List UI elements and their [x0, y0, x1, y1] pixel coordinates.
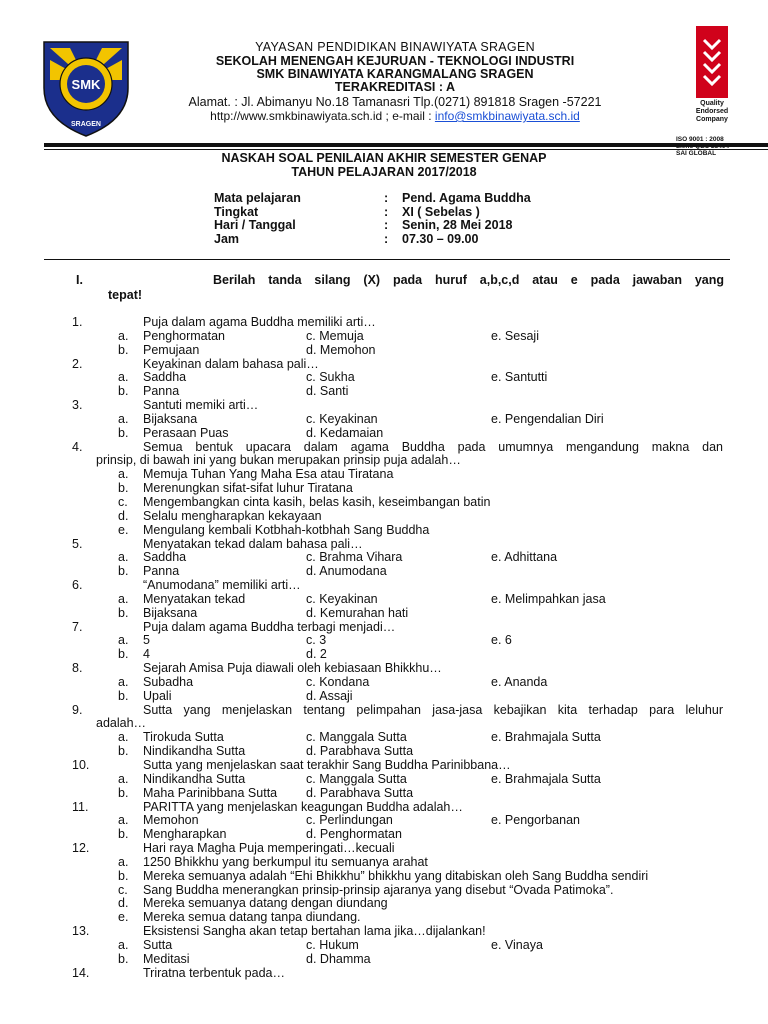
question-line — [0, 925, 768, 939]
answer-text: Vinaya — [504, 937, 543, 952]
question-line — [0, 621, 768, 635]
instruction-line-2: tepat! — [108, 288, 143, 302]
answer-row — [0, 787, 768, 801]
answer-row — [0, 371, 768, 385]
answer-row — [0, 385, 768, 399]
answer-row — [0, 344, 768, 358]
answer-letter: e. — [491, 730, 502, 745]
question-line — [0, 358, 768, 372]
answer-option: Menyatakan tekad — [143, 591, 246, 606]
answer-letter: c. — [306, 771, 316, 786]
answer-option: Pemujaan — [143, 342, 200, 357]
answer-option — [491, 634, 512, 648]
answer-option: 4 — [143, 647, 150, 662]
answer-row — [0, 482, 768, 496]
answer-text: Keyakinan — [319, 411, 378, 426]
question-text-continued: adalah… — [96, 716, 147, 731]
accreditation: TERAKREDITASI : A — [334, 80, 456, 94]
section-number: I. — [76, 273, 83, 287]
answer-text: Memohon — [319, 342, 376, 357]
question-number: 12. — [72, 841, 90, 856]
answer-letter: b. — [118, 564, 129, 579]
answer-option: Mengembangkan cinta kasih, belas kasih, keseimbangan batin — [143, 494, 491, 509]
answer-letter: e. — [491, 937, 502, 952]
answer-row — [0, 593, 768, 607]
question-list — [0, 316, 768, 981]
answer-option: Memuja Tuhan Yang Maha Esa atau Tiratana — [143, 467, 394, 482]
answer-row — [0, 897, 768, 911]
question-line — [0, 579, 768, 593]
answer-option: Upali — [143, 688, 172, 703]
answer-text: Brahmajala Sutta — [504, 730, 601, 745]
answer-option — [306, 344, 376, 358]
email-link[interactable]: info@smkbinawiyata.sch.id — [434, 109, 580, 123]
answer-text: Manggala Sutta — [319, 771, 407, 786]
answer-row — [0, 524, 768, 538]
answer-text: Hukum — [319, 937, 359, 952]
answer-letter: c. — [306, 937, 316, 952]
answer-option: Nindikandha Sutta — [143, 744, 246, 759]
answer-letter: d. — [306, 342, 317, 357]
answer-option — [491, 773, 601, 787]
answer-letter: a. — [118, 730, 129, 745]
answer-option: 5 — [143, 633, 150, 648]
answer-option: Mengharapkan — [143, 827, 227, 842]
answer-option: Mereka semuanya datang dengan diundang — [143, 896, 388, 911]
answer-option — [306, 953, 371, 967]
answer-text: Ananda — [504, 674, 548, 689]
answer-letter: b. — [118, 425, 129, 440]
answer-text: Santutti — [504, 370, 548, 385]
answer-text: Assaji — [319, 688, 353, 703]
answer-option: Meditasi — [143, 951, 190, 966]
answer-letter: b. — [118, 342, 129, 357]
answer-letter: e. — [491, 370, 502, 385]
answer-row — [0, 676, 768, 690]
answer-row — [0, 648, 768, 662]
question-number: 9. — [72, 702, 83, 717]
question-number: 3. — [72, 398, 83, 413]
answer-letter: b. — [118, 384, 129, 399]
answer-text: Sesaji — [504, 328, 539, 343]
answer-option: Bijaksana — [143, 605, 198, 620]
answer-letter: c. — [306, 730, 316, 745]
answer-row — [0, 690, 768, 704]
answer-row — [0, 551, 768, 565]
answer-letter: e. — [491, 771, 502, 786]
answer-option — [491, 814, 580, 828]
exam-page: SMK SRAGEN Quality Endorsed Company ISO 9001 : 2008 SAI GLOBAL YAYASAN PENDIDIKAN BINAWIYATA SRAGEN SEKOLAH MENENGAH KEJURUAN - TEKNOLOGI INDUSTRI SMK BINAWIYATA KARANGMALANG SRAGEN TERAKREDITASI : A Alamat. : Jl. Abimanyu No.18 Tamanasri Tlp.(0271) 891818 Sragen -57221 http://www.smkbinawiyata.sch.id ; e-mail : info@smkbinawiyata.sch.id NASKAH SOAL PENILAIAN AKHIR SEMESTER GENAP TAHUN PELAJARAN 2017/2018 Mata pelajaran : Pend. Agama Buddha Tingkat : XI ( Sebelas ) Hari / Tanggal : Senin, 28 Mei 2018 Jam : 07.30 – 09.00 I. Berilah tanda silang (X) pada huruf a,b,c,d atau e pada jawaban yang tepat! 1. Puja dalam agama Buddha memiliki arti… a. Penghormatan c. Memuja e. Sesaji b. Pemujaan d. Memohon 2. Keyakinan dalam bahasa pali… a. Saddha c. Sukha e. Santutti b. Panna d. Santi 3. Santuti memiki arti… a. Bijaksana c. Keyakinan e. Pengendalian Diri b. Perasaan Puas d. Kedamaian 4. Semua bentuk upacara dalam agama Buddha pada umumnya mengandung makna dan prinsip, di bawah ini yang bukan merupakan prinsip puja adalah… a. Memuja Tuhan Yang Maha Esa atau Tiratana b. Merenungkan sifat-sifat luhur Tiratana c. Mengembangkan cinta kasih, belas kasih, keseimbangan batin d. Selalu mengharapkan kekayaan e. Mengulang kembali Kotbhah-kotbhah Sang Buddha 5. Menyatakan tekad dalam bahasa pali… a. Saddha c. Brahma Vihara e. Adhittana b. Panna d. Anumodana 6. “Anumodana” memiliki arti… a. Menyatakan tekad c. Keyakinan e. Melimpahkan jasa b. Bijaksana d. Kemurahan hati 7. Puja dalam agama Buddha terbagi menjadi… a. 5 c. 3 e. 6 b. 4 d. 2 8. Sejarah Amisa Puja diawali oleh kebiasaan Bhikkhu… a. Subadha c. Kondana e. Ananda b. Upali d. Assaji 9. Sutta yang menjelaskan tentang pelimpahan jasa-jasa kebajikan kita terhadap para leluhur adalah… a. Tirokuda Sutta c. Manggala Sutta e. Brahmajala Sutta b. Nindikandha Sutta d. Parabhava Sutta 10. Sutta yang menjelaskan saat terakhir Sang Buddha Parinibbana… a. Nindikandha Sutta c. Manggala Sutta e. Brahmajala Sutta b. Maha Parinibbana Sutta d. Parabhava Sutta 11. PARITTA yang menjelaskan keagungan Buddha adalah… a. Memohon c. Perlindungan e. Pengorbanan b. Mengharapkan d. Penghormatan 12. Hari raya Magha Puja memperingati…kecuali a. 1250 Bhikkhu yang berkumpul itu semuanya arahat b. Mereka semuanya adalah “Ehi Bhikkhu” bhikkhu yang ditabiskan oleh Sang Buddha sendiri c. Sang Buddha menerangkan prinsip-prinsip ajaranya yang disebut “Ovada Patimoka”. d. Mereka semuanya datang dengan diundang e. Mereka semua datang tanpa diundang. 13. Eksistensi Sangha akan tetap bertahan lama jika…dijalankan! a. Sutta c. Hukum e. Vinaya b. Meditasi d. Dhamma 14. Triratna terbentuk pada… — [0, 0, 768, 1024]
answer-option — [491, 330, 539, 344]
instruction-line-1: Berilah tanda silang (X) pada huruf a,b,c,d atau e pada jawaban yang — [213, 273, 724, 287]
answer-letter: e. — [491, 674, 502, 689]
question-number: 4. — [72, 439, 83, 454]
question-text: Santuti memiki arti… — [143, 398, 259, 413]
school-address: Alamat. : Jl. Abimanyu No.18 Tamanasri Tlp.(0271) 891818 Sragen -57221 — [188, 95, 602, 109]
question-number: 7. — [72, 619, 83, 634]
answer-letter: d. — [306, 688, 317, 703]
answer-text: Memuja — [319, 328, 364, 343]
answer-row — [0, 413, 768, 427]
answer-letter: b. — [118, 481, 129, 496]
answer-option — [306, 814, 393, 828]
answer-option — [306, 330, 364, 344]
answer-option — [306, 648, 327, 662]
answer-row — [0, 911, 768, 925]
answer-option — [491, 551, 557, 565]
answer-letter: e. — [118, 910, 129, 925]
answer-option — [306, 413, 378, 427]
answer-letter: c. — [306, 328, 316, 343]
answer-option — [491, 939, 543, 953]
answer-letter: d. — [306, 785, 317, 800]
answer-option: Selalu mengharapkan kekayaan — [143, 508, 322, 523]
answer-row — [0, 496, 768, 510]
question-line — [0, 441, 768, 455]
answer-option: Saddha — [143, 550, 187, 565]
answer-option: 1250 Bhikkhu yang berkumpul itu semuanya arahat — [143, 854, 428, 869]
answer-option: Subadha — [143, 674, 194, 689]
question-line — [0, 717, 768, 731]
answer-option: Perasaan Puas — [143, 425, 229, 440]
question-line — [0, 538, 768, 552]
answer-row — [0, 773, 768, 787]
question-text: PARITTA yang menjelaskan keagungan Buddha adalah… — [143, 799, 463, 814]
answer-letter: d. — [306, 647, 317, 662]
question-line — [0, 316, 768, 330]
answer-row — [0, 814, 768, 828]
answer-letter: e. — [491, 591, 502, 606]
question-text: Sutta yang menjelaskan saat terakhir Sang Buddha Parinibbana… — [143, 758, 511, 772]
answer-row — [0, 565, 768, 579]
answer-letter: b. — [118, 785, 129, 800]
answer-option: Sutta — [143, 937, 173, 952]
answer-option — [306, 745, 413, 759]
answer-letter: a. — [118, 674, 129, 689]
answer-option — [306, 828, 402, 842]
answer-letter: b. — [118, 951, 129, 966]
answer-option: Panna — [143, 564, 180, 579]
answer-option: Mereka semua datang tanpa diundang. — [143, 910, 361, 925]
question-text: “Anumodana” memiliki arti… — [143, 578, 301, 593]
question-line — [0, 967, 768, 981]
answer-option: Mengulang kembali Kotbhah-kotbhah Sang Buddha — [143, 522, 430, 537]
question-line — [0, 842, 768, 856]
answer-letter: a. — [118, 813, 129, 828]
question-line — [0, 662, 768, 676]
answer-text: 2 — [319, 647, 327, 662]
answer-option: Merenungkan sifat-sifat luhur Tiratana — [143, 481, 353, 496]
answer-text: Brahmajala Sutta — [504, 771, 601, 786]
answer-option — [306, 371, 355, 385]
answer-text: Kemurahan hati — [319, 605, 409, 620]
answer-letter: c. — [306, 550, 316, 565]
question-text: Sutta yang menjelaskan tentang pelimpahan jasa-jasa kebajikan kita terhadap para leluhur — [143, 702, 723, 717]
question-text: Triratna terbentuk pada… — [143, 965, 285, 980]
header-divider-thick — [44, 143, 768, 147]
answer-text: Keyakinan — [319, 591, 378, 606]
question-line — [0, 801, 768, 815]
answer-row — [0, 427, 768, 441]
answer-option: Penghormatan — [143, 328, 226, 343]
question-number: 11. — [72, 799, 89, 814]
question-number: 13. — [72, 924, 90, 939]
answer-letter: d. — [118, 896, 129, 911]
answer-row — [0, 468, 768, 482]
answer-option: Memohon — [143, 813, 199, 828]
answer-text: Melimpahkan jasa — [504, 591, 606, 606]
answer-option: Panna — [143, 384, 180, 399]
answer-option: Maha Parinibbana Sutta — [143, 785, 278, 800]
question-text-continued: prinsip, di bawah ini yang bukan merupakan prinsip puja adalah… — [96, 453, 461, 468]
exam-year: TAHUN PELAJARAN 2017/2018 — [291, 165, 477, 179]
answer-letter: a. — [118, 328, 129, 343]
answer-letter: d. — [306, 564, 317, 579]
answer-option — [306, 634, 326, 648]
logo-city: SRAGEN — [71, 121, 101, 128]
answer-option — [306, 427, 383, 441]
answer-letter: a. — [118, 591, 129, 606]
question-number: 10. — [72, 758, 90, 772]
answer-letter: a. — [118, 854, 129, 869]
answer-text: Perlindungan — [319, 813, 393, 828]
school-name: SMK BINAWIYATA KARANGMALANG SRAGEN — [256, 67, 534, 81]
answer-option — [306, 551, 402, 565]
answer-letter: e. — [118, 522, 129, 537]
question-number: 6. — [72, 578, 83, 593]
question-text: Hari raya Magha Puja memperingati…kecuali — [143, 841, 395, 856]
answer-option: Mereka semuanya adalah “Ehi Bhikkhu” bhikkhu yang ditabiskan oleh Sang Buddha sendiri — [143, 868, 649, 883]
exam-title: NASKAH SOAL PENILAIAN AKHIR SEMESTER GENAP — [221, 151, 547, 165]
question-number: 14. — [72, 965, 90, 980]
question-number: 1. — [72, 315, 83, 329]
info-divider — [44, 259, 730, 260]
answer-row — [0, 330, 768, 344]
answer-option — [306, 773, 407, 787]
answer-letter: c. — [118, 882, 128, 897]
school-logo — [40, 38, 132, 138]
answer-text: Manggala Sutta — [319, 730, 407, 745]
answer-letter: d. — [306, 744, 317, 759]
answer-letter: e. — [491, 633, 502, 648]
quality-certification-logo: Quality Endorsed Company ISO 9001 : 2008 SAI GLOBAL — [676, 26, 748, 146]
header-divider-thin — [44, 149, 768, 150]
answer-text: Sukha — [319, 370, 355, 385]
answer-option — [306, 385, 348, 399]
answer-letter: c. — [306, 813, 316, 828]
answer-letter: b. — [118, 647, 129, 662]
answer-option — [306, 593, 378, 607]
answer-option — [306, 939, 359, 953]
answer-text: 3 — [319, 633, 327, 648]
answer-text: Dhamma — [319, 951, 371, 966]
answer-letter: b. — [118, 868, 129, 883]
question-text: Semua bentuk upacara dalam agama Buddha pada umumnya mengandung makna dan — [143, 439, 723, 454]
answer-letter: a. — [118, 771, 129, 786]
logo-mark: SMK — [71, 77, 101, 92]
answer-text: 6 — [504, 633, 512, 648]
answer-letter: c. — [306, 411, 316, 426]
answer-letter: d. — [306, 605, 317, 620]
answer-letter: c. — [118, 494, 128, 509]
question-text: Eksistensi Sangha akan tetap bertahan lama jika…dijalankan! — [143, 924, 486, 939]
question-text: Keyakinan dalam bahasa pali… — [143, 356, 319, 371]
answer-letter: a. — [118, 411, 129, 426]
answer-option — [306, 565, 387, 579]
website-text: http://www.smkbinawiyata.sch.id ; e-mail : — [210, 109, 435, 123]
foundation-name: YAYASAN PENDIDIKAN BINAWIYATA SRAGEN — [255, 40, 535, 54]
answer-row — [0, 870, 768, 884]
question-number: 8. — [72, 661, 83, 676]
answer-text: Penghormatan — [319, 827, 402, 842]
answer-letter: e. — [491, 813, 502, 828]
question-line — [0, 399, 768, 413]
answer-option: Saddha — [143, 370, 187, 385]
answer-option: Nindikandha Sutta — [143, 771, 246, 786]
answer-letter: a. — [118, 467, 129, 482]
question-number: 2. — [72, 356, 83, 371]
answer-letter: e. — [491, 328, 502, 343]
answer-option — [491, 371, 547, 385]
answer-row — [0, 856, 768, 870]
answer-text: Pengendalian Diri — [504, 411, 604, 426]
question-text: Menyatakan tekad dalam bahasa pali… — [143, 536, 363, 551]
question-text: Puja dalam agama Buddha memiliki arti… — [143, 315, 376, 329]
answer-option — [491, 413, 604, 427]
answer-text: Brahma Vihara — [319, 550, 403, 565]
answer-letter: c. — [306, 674, 316, 689]
answer-text: Parabhava Sutta — [319, 785, 414, 800]
answer-letter: e. — [491, 411, 502, 426]
answer-letter: b. — [118, 827, 129, 842]
answer-text: Santi — [319, 384, 349, 399]
answer-text: Anumodana — [319, 564, 387, 579]
answer-option — [306, 690, 353, 704]
question-number: 5. — [72, 536, 83, 551]
answer-letter: a. — [118, 370, 129, 385]
answer-option — [491, 676, 547, 690]
answer-letter: d. — [118, 508, 129, 523]
question-text: Puja dalam agama Buddha terbagi menjadi… — [143, 619, 396, 634]
answer-row — [0, 745, 768, 759]
question-line — [0, 704, 768, 718]
answer-letter: a. — [118, 633, 129, 648]
answer-letter: d. — [306, 425, 317, 440]
answer-letter: b. — [118, 605, 129, 620]
answer-row — [0, 731, 768, 745]
answer-row — [0, 884, 768, 898]
answer-option — [306, 787, 413, 801]
answer-letter: d. — [306, 951, 317, 966]
answer-letter: c. — [306, 591, 316, 606]
answer-letter: e. — [491, 550, 502, 565]
answer-text: Kondana — [319, 674, 370, 689]
answer-row — [0, 953, 768, 967]
answer-letter: a. — [118, 937, 129, 952]
school-type: SEKOLAH MENENGAH KEJURUAN - TEKNOLOGI INDUSTRI — [215, 54, 575, 68]
answer-row — [0, 634, 768, 648]
answer-option: Sang Buddha menerangkan prinsip-prinsip ajaranya yang disebut “Ovada Patimoka”. — [143, 882, 614, 897]
answer-text: Adhittana — [504, 550, 558, 565]
answer-option — [306, 731, 407, 745]
answer-option — [306, 676, 369, 690]
answer-option — [491, 731, 601, 745]
answer-letter: c. — [306, 633, 316, 648]
answer-letter: d. — [306, 827, 317, 842]
question-line — [0, 759, 768, 773]
answer-row — [0, 939, 768, 953]
answer-text: Pengorbanan — [504, 813, 580, 828]
question-line — [0, 454, 768, 468]
answer-row — [0, 510, 768, 524]
answer-option — [306, 607, 408, 621]
answer-letter: c. — [306, 370, 316, 385]
answer-option: Bijaksana — [143, 411, 198, 426]
answer-letter: a. — [118, 550, 129, 565]
answer-text: Kedamaian — [319, 425, 384, 440]
answer-row — [0, 607, 768, 621]
answer-text: Parabhava Sutta — [319, 744, 414, 759]
answer-row — [0, 828, 768, 842]
school-contact — [150, 109, 640, 123]
answer-option — [491, 593, 606, 607]
answer-letter: b. — [118, 688, 129, 703]
question-text: Sejarah Amisa Puja diawali oleh kebiasaan Bhikkhu… — [143, 661, 442, 676]
answer-option: Tirokuda Sutta — [143, 730, 224, 745]
answer-letter: d. — [306, 384, 317, 399]
answer-letter: b. — [118, 744, 129, 759]
